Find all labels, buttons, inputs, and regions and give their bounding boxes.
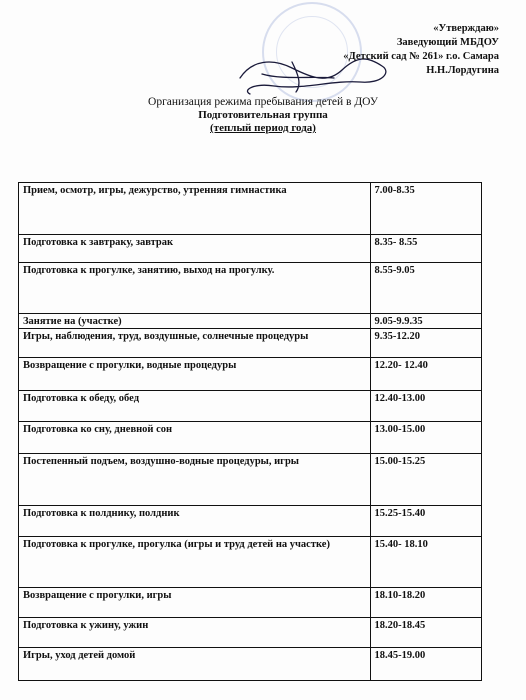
- activity-cell: Прием, осмотр, игры, дежурство, утренняя гимнастика: [19, 183, 371, 235]
- table-row: [19, 588, 482, 618]
- document-heading: [0, 96, 526, 135]
- time-cell: 7.00-8.35: [371, 183, 482, 235]
- group-name: Подготовительная группа: [198, 109, 328, 121]
- activity-cell: Возвращение с прогулки, игры: [19, 588, 371, 618]
- time-cell: 13.00-15.00: [371, 422, 482, 454]
- approval-block: [343, 22, 499, 78]
- approval-line-4: Н.Н.Лордугина: [426, 65, 499, 76]
- time-cell: 15.00-15.25: [371, 454, 482, 506]
- table-row: [19, 314, 482, 329]
- time-cell: 8.35- 8.55: [371, 235, 482, 263]
- activity-cell: Подготовка к ужину, ужин: [19, 618, 371, 648]
- document-title: Организация режима пребывания детей в ДОУ: [148, 96, 378, 108]
- activity-cell: Подготовка к прогулке, прогулка (игры и труд детей на участке): [19, 537, 371, 588]
- time-cell: 18.45-19.00: [371, 648, 482, 681]
- table-row: [19, 263, 482, 314]
- time-cell: 12.20- 12.40: [371, 358, 482, 391]
- activity-cell: Подготовка к прогулке, занятию, выход на прогулку.: [19, 263, 371, 314]
- activity-cell: Занятие на (участке): [19, 314, 371, 329]
- approval-line-1: «Утверждаю»: [433, 23, 499, 34]
- table-row: [19, 358, 482, 391]
- activity-cell: Подготовка к полднику, полдник: [19, 506, 371, 537]
- activity-cell: Подготовка ко сну, дневной сон: [19, 422, 371, 454]
- table-row: [19, 183, 482, 235]
- time-cell: 9.05-9.9.35: [371, 314, 482, 329]
- table-row: [19, 391, 482, 422]
- activity-cell: Постепенный подъем, воздушно-водные процедуры, игры: [19, 454, 371, 506]
- activity-cell: Подготовка к обеду, обед: [19, 391, 371, 422]
- time-cell: 12.40-13.00: [371, 391, 482, 422]
- table-row: [19, 537, 482, 588]
- activity-cell: Игры, наблюдения, труд, воздушные, солнечные процедуры: [19, 329, 371, 358]
- activity-cell: Возвращение с прогулки, водные процедуры: [19, 358, 371, 391]
- schedule-table: [18, 182, 482, 681]
- time-cell: 18.10-18.20: [371, 588, 482, 618]
- activity-cell: Игры, уход детей домой: [19, 648, 371, 681]
- table-row: [19, 454, 482, 506]
- time-cell: 15.25-15.40: [371, 506, 482, 537]
- time-cell: 15.40- 18.10: [371, 537, 482, 588]
- table-row: [19, 648, 482, 681]
- period-label: (теплый период года): [210, 122, 316, 134]
- table-row: [19, 235, 482, 263]
- approval-line-3: «Детский сад № 261» г.о. Самара: [343, 51, 499, 62]
- time-cell: 9.35-12.20: [371, 329, 482, 358]
- time-cell: 18.20-18.45: [371, 618, 482, 648]
- table-row: [19, 506, 482, 537]
- table-row: [19, 329, 482, 358]
- table-row: [19, 422, 482, 454]
- table-row: [19, 618, 482, 648]
- approval-line-2: Заведующий МБДОУ: [396, 37, 499, 48]
- time-cell: 8.55-9.05: [371, 263, 482, 314]
- activity-cell: Подготовка к завтраку, завтрак: [19, 235, 371, 263]
